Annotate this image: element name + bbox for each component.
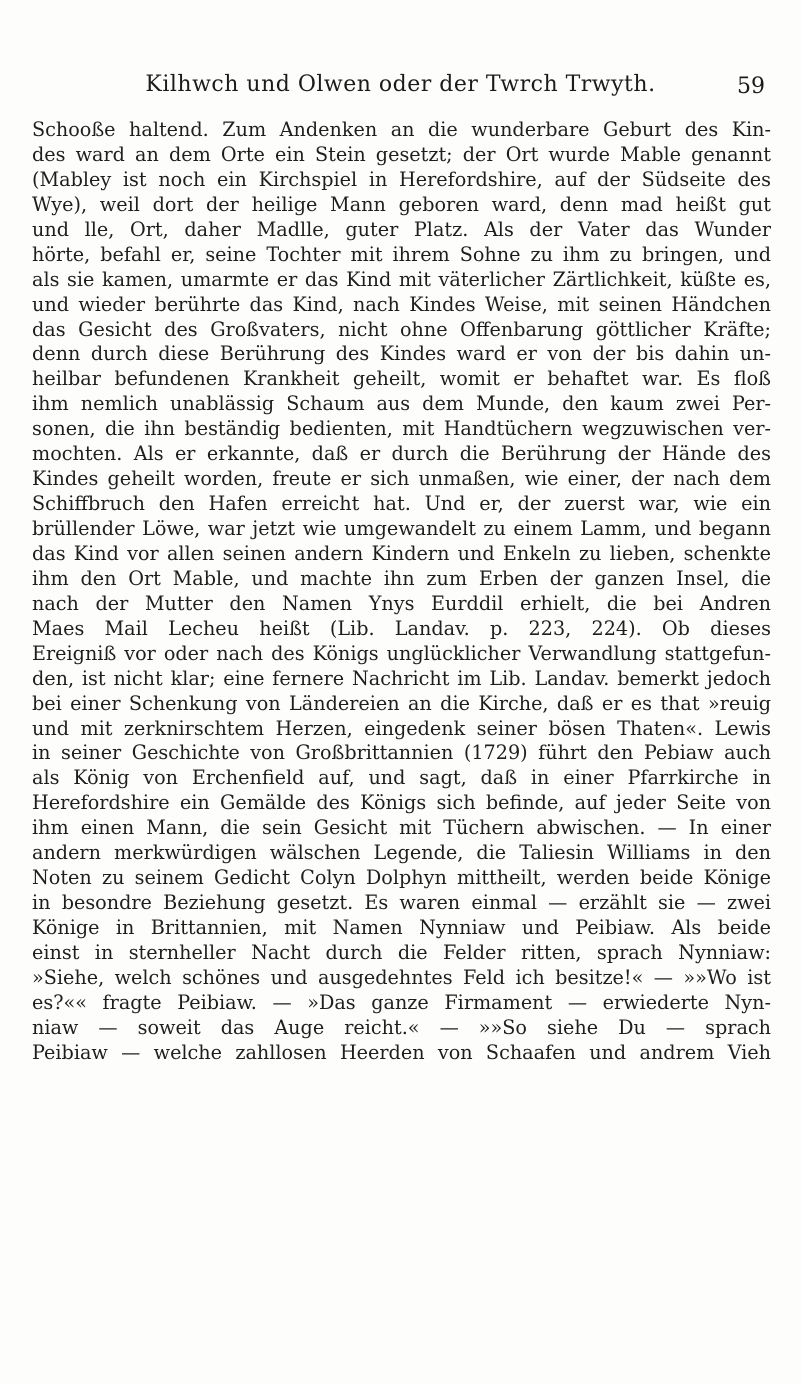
text-line: Schiffbruch den Hafen erreicht hat. Und er, der zuerst war, wie ein	[32, 492, 771, 516]
text-line: Noten zu seinem Gedicht Colyn Dolphyn mittheilt, werden beide Könige	[32, 866, 771, 890]
text-line: niaw — soweit das Auge reicht.« — »»So siehe Du — sprach	[32, 1015, 771, 1039]
page-header	[0, 72, 801, 112]
text-line: einst in sternheller Nacht durch die Felder ritten, sprach Nynniaw:	[32, 940, 771, 964]
text-line: Schooße haltend. Zum Andenken an die wunderbare Geburt des Kin-	[32, 118, 771, 141]
text-line: als König von Erchenfield auf, und sagt, daß in einer Pfarrkirche in	[32, 766, 771, 790]
body-text	[32, 118, 771, 1066]
text-line: und wieder berührte das Kind, nach Kindes Weise, mit seinen Händchen	[32, 292, 771, 316]
text-line: in besondre Beziehung gesetzt. Es waren einmal — erzählt sie — zwei	[32, 891, 771, 915]
text-line: es?«« fragte Peibiaw. — »Das ganze Firmament — erwiederte Nyn-	[32, 990, 771, 1014]
text-line: den, ist nicht klar; eine fernere Nachricht im Lib. Landav. bemerkt jedoch	[32, 666, 771, 690]
text-line: sonen, die ihn beständig bedienten, mit Handtüchern wegzuwischen ver-	[32, 417, 771, 441]
text-line: ihm nemlich unablässig Schaum aus dem Munde, den kaum zwei Per-	[32, 392, 771, 416]
text-line: das Kind vor allen seinen andern Kindern und Enkeln zu lieben, schenkte	[32, 541, 771, 565]
text-line: hörte, befahl er, seine Tochter mit ihrem Sohne zu ihm zu bringen, und	[32, 242, 771, 266]
text-line: Ereigniß vor oder nach des Königs unglücklicher Verwandlung stattgefun-	[32, 641, 771, 665]
text-line: mochten. Als er erkannte, daß er durch die Berührung der Hände des	[32, 442, 771, 466]
text-line: andern merkwürdigen wälschen Legende, die Taliesin Williams in den	[32, 841, 771, 865]
text-line: ihm den Ort Mable, und machte ihn zum Erben der ganzen Insel, die	[32, 566, 771, 590]
text-line: Maes Mail Lecheu heißt (Lib. Landav. p. 223, 224). Ob dieses	[32, 616, 771, 640]
text-line: ihm einen Mann, die sein Gesicht mit Tüchern abwischen. — In einer	[32, 816, 771, 840]
text-line: und mit zerknirschtem Herzen, eingedenk seiner bösen Thaten«. Lewis	[32, 716, 771, 740]
text-line: des ward an dem Orte ein Stein gesetzt; der Ort wurde Mable genannt	[32, 142, 771, 166]
text-line: (Mabley ist noch ein Kirchspiel in Herefordshire, auf der Südseite des	[32, 167, 771, 191]
text-line: und lle, Ort, daher Madlle, guter Platz. Als der Vater das Wunder	[32, 217, 771, 241]
text-line: brüllender Löwe, war jetzt wie umgewandelt zu einem Lamm, und begann	[32, 517, 771, 540]
page-number: 59	[737, 74, 765, 99]
running-title: Kilhwch und Olwen oder der Twrch Trwyth.	[145, 72, 656, 97]
text-line: nach der Mutter den Namen Ynys Eurddil erhielt, die bei Andren	[32, 591, 771, 615]
text-line: denn durch diese Berührung des Kindes ward er von der bis dahin un-	[32, 342, 771, 366]
text-line: Wye), weil dort der heilige Mann geboren ward, denn mad heißt gut	[32, 192, 771, 216]
text-line: bei einer Schenkung von Ländereien an die Kirche, daß er es that »reuig	[32, 691, 771, 715]
text-line: Herefordshire ein Gemälde des Königs sich befinde, auf jeder Seite von	[32, 791, 771, 815]
text-line: heilbar befundenen Krankheit geheilt, womit er behaftet war. Es floß	[32, 367, 771, 391]
text-line: Peibiaw — welche zahllosen Heerden von Schaafen und andrem Vieh	[32, 1040, 771, 1064]
text-line: »Siehe, welch schönes und ausgedehntes Feld ich besitze!« — »»Wo ist	[32, 965, 771, 989]
text-line: Könige in Brittannien, mit Namen Nynniaw und Peibiaw. Als beide	[32, 916, 771, 939]
text-line: in seiner Geschichte von Großbrittannien (1729) führt den Pebiaw auch	[32, 741, 771, 765]
text-line: Kindes geheilt worden, freute er sich unmaßen, wie einer, der nach dem	[32, 467, 771, 491]
text-line: als sie kamen, umarmte er das Kind mit väterlicher Zärtlichkeit, küßte es,	[32, 267, 771, 291]
text-line: das Gesicht des Großvaters, nicht ohne Offenbarung göttlicher Kräfte;	[32, 317, 771, 341]
